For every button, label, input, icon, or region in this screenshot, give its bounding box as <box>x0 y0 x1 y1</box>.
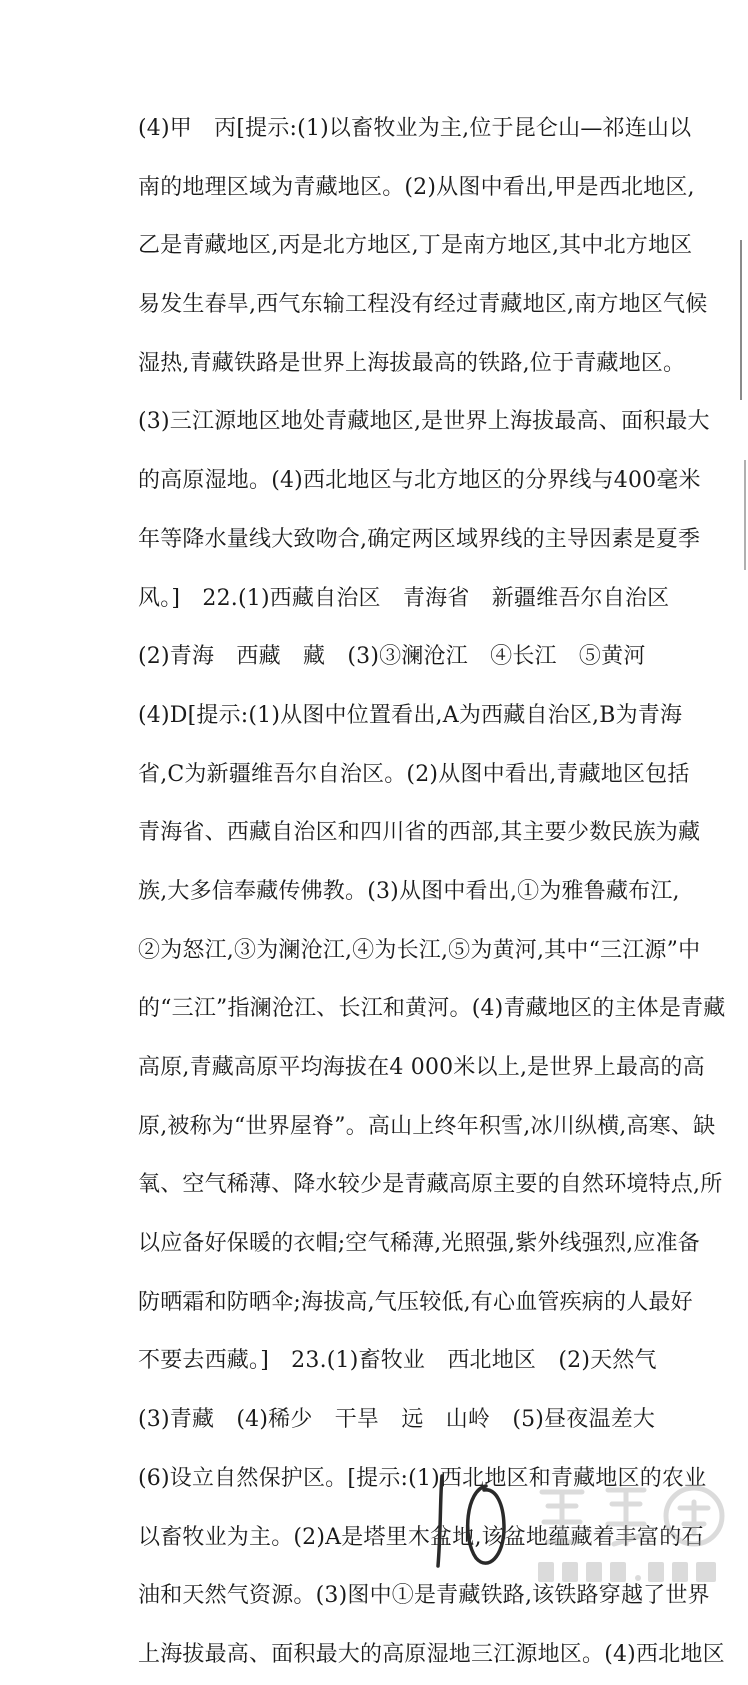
text-line: (2)青海 西藏 藏 (3)③澜沧江 ④长江 ⑤黄河 <box>138 644 646 670</box>
text-line: 年等降水量线大致吻合,确定两区域界线的主导因素是夏季 <box>138 526 701 552</box>
text-line: 以畜牧业为主。(2)A是塔里木盆地,该盆地蕴藏着丰富的石 <box>138 1524 704 1550</box>
text-line: 青海省、西藏自治区和四川省的西部,其主要少数民族为藏 <box>138 820 701 846</box>
text-line: 氧、空气稀薄、降水较少是青藏高原主要的自然环境特点,所 <box>138 1172 723 1198</box>
text-line: 南的地理区域为青藏地区。(2)从图中看出,甲是西北地区, <box>138 174 695 200</box>
text-line: 省,C为新疆维吾尔自治区。(2)从图中看出,青藏地区包括 <box>138 761 690 787</box>
watermark-logo <box>524 1472 734 1592</box>
text-line: (6)设立自然保护区。[提示:(1)西北地区和青藏地区的农业 <box>138 1465 707 1491</box>
handwritten-page-number <box>428 1468 518 1578</box>
text-line: 的高原湿地。(4)西北地区与北方地区的分界线与400毫米 <box>138 468 701 494</box>
text-line: 族,大多信奉藏传佛教。(3)从图中看出,①为雅鲁藏布江, <box>138 878 680 904</box>
text-line: 风。] 22.(1)西藏自治区 青海省 新疆维吾尔自治区 <box>138 585 670 611</box>
text-line: 防晒霜和防晒伞;海拔高,气压较低,有心血管疾病的人最好 <box>138 1289 693 1315</box>
text-line: 易发生春旱,西气东输工程没有经过青藏地区,南方地区气候 <box>138 292 708 318</box>
text-line: 不要去西藏。] 23.(1)畜牧业 西北地区 (2)天然气 <box>138 1348 657 1374</box>
scan-margin-mark <box>744 460 746 570</box>
text-line: 原,被称为“世界屋脊”。高山上终年积雪,冰川纵横,高寒、缺 <box>138 1113 716 1139</box>
scan-margin-line <box>740 240 742 400</box>
text-line: 上海拔最高、面积最大的高原湿地三江源地区。(4)西北地区 <box>138 1641 725 1667</box>
text-line: 湿热,青藏铁路是世界上海拔最高的铁路,位于青藏地区。 <box>138 350 686 376</box>
text-line: 乙是青藏地区,丙是北方地区,丁是南方地区,其中北方地区 <box>138 233 693 259</box>
text-line: 的“三江”指澜沧江、长江和黄河。(4)青藏地区的主体是青藏 <box>138 996 726 1022</box>
text-line: ②为怒江,③为澜沧江,④为长江,⑤为黄河,其中“三江源”中 <box>138 937 701 963</box>
text-line: (3)三江源地区地处青藏地区,是世界上海拔最高、面积最大 <box>138 409 710 435</box>
text-line: 油和天然气资源。(3)图中①是青藏铁路,该铁路穿越了世界 <box>138 1583 710 1609</box>
text-line: 以应备好保暖的衣帽;空气稀薄,光照强,紫外线强烈,应准备 <box>138 1231 700 1257</box>
text-line: (4)甲 丙[提示:(1)以畜牧业为主,位于昆仑山—祁连山以 <box>138 116 692 141</box>
text-line: (4)D[提示:(1)从图中位置看出,A为西藏自治区,B为青海 <box>138 702 683 728</box>
text-line: (3)青藏 (4)稀少 干旱 远 山岭 (5)昼夜温差大 <box>138 1407 656 1433</box>
text-line: 高原,青藏高原平均海拔在4 000米以上,是世界上最高的高 <box>138 1055 705 1080</box>
answer-text-block <box>138 100 728 1685</box>
